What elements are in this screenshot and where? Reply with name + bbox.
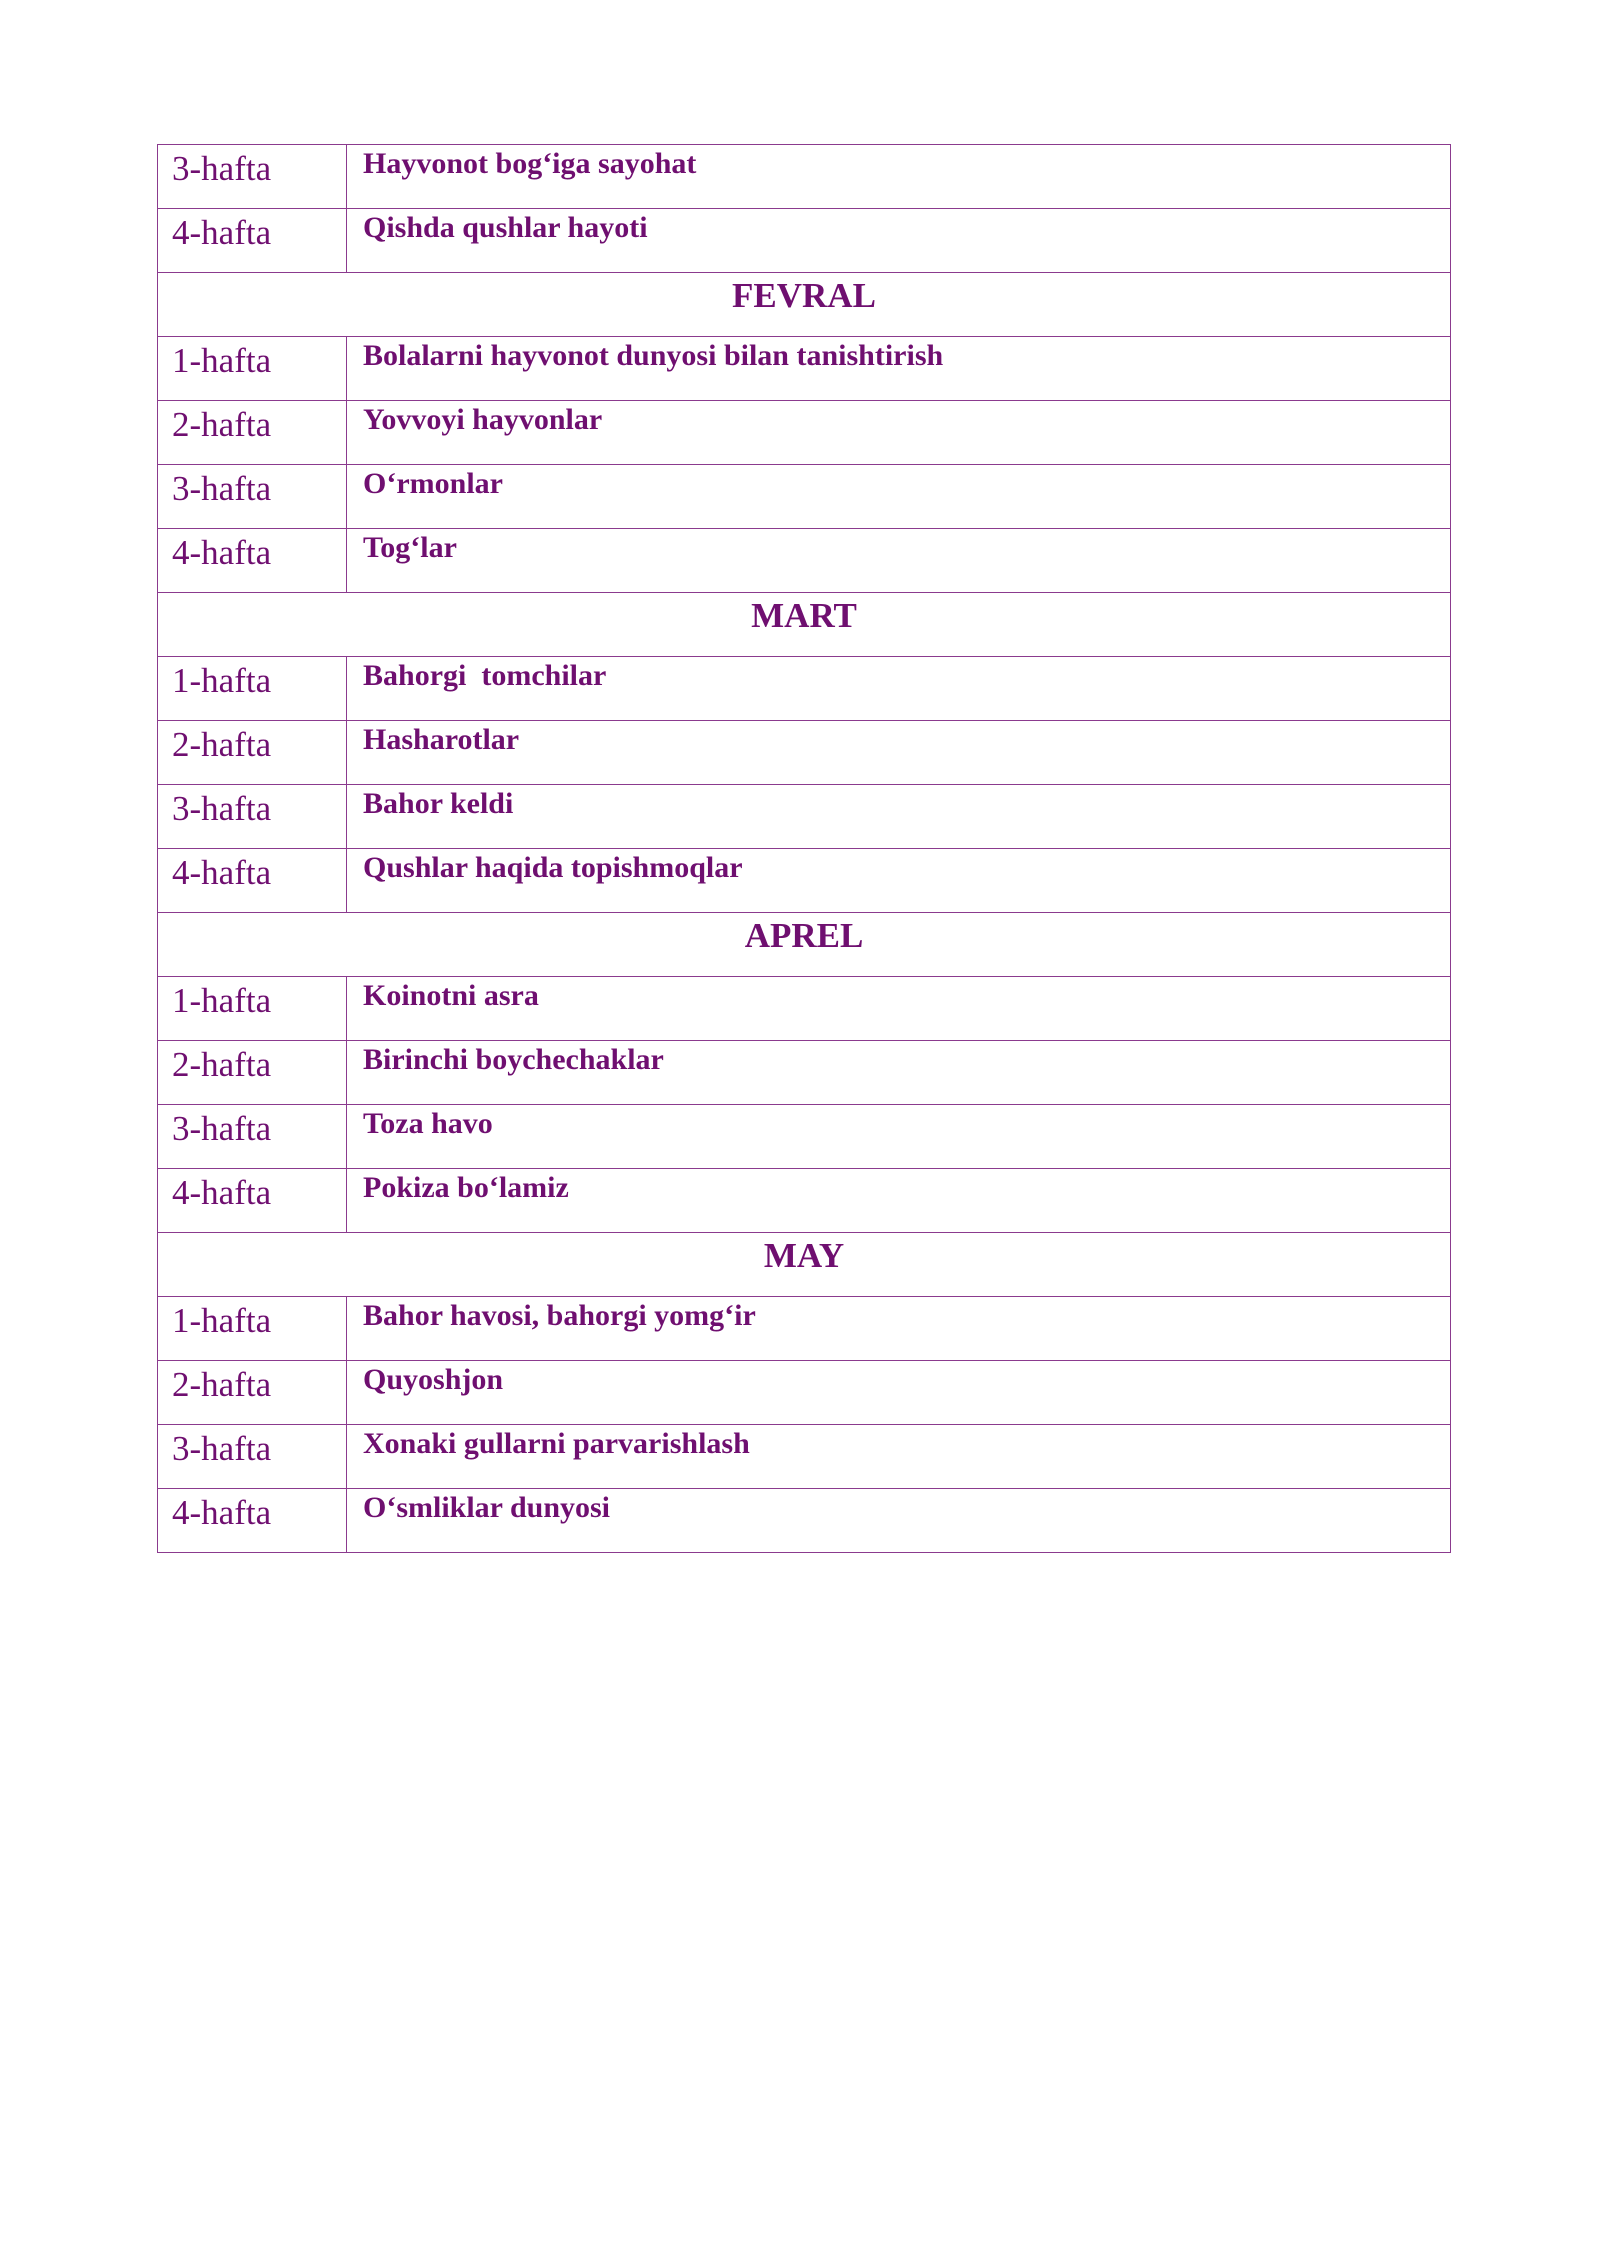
table-row [158,401,1451,465]
week-label: 4-hafta [158,1489,347,1553]
table-row [158,721,1451,785]
week-label: 4-hafta [158,849,347,913]
week-label: 2-hafta [158,1361,347,1425]
week-label: 1-hafta [158,657,347,721]
week-label: 4-hafta [158,529,347,593]
table-row [158,657,1451,721]
weekly-plan-body [158,145,1451,1553]
topic-label: Hasharotlar [347,721,1451,785]
topic-label: Qushlar haqida topishmoqlar [347,849,1451,913]
month-heading: APREL [158,913,1451,977]
table-row [158,209,1451,273]
month-header-row [158,593,1451,657]
table-row [158,785,1451,849]
topic-label: Birinchi boychechaklar [347,1041,1451,1105]
table-row [158,465,1451,529]
topic-label: Quyoshjon [347,1361,1451,1425]
table-row [158,337,1451,401]
topic-label: Koinotni asra [347,977,1451,1041]
month-header-row [158,1233,1451,1297]
week-label: 3-hafta [158,1425,347,1489]
table-row [158,1105,1451,1169]
week-label: 3-hafta [158,785,347,849]
topic-label: Bolalarni hayvonot dunyosi bilan tanishtirish [347,337,1451,401]
month-heading: MART [158,593,1451,657]
topic-label: O‘rmonlar [347,465,1451,529]
week-label: 1-hafta [158,337,347,401]
topic-label: Xonaki gullarni parvarishlash [347,1425,1451,1489]
topic-label: Toza havo [347,1105,1451,1169]
table-row [158,1041,1451,1105]
week-label: 4-hafta [158,209,347,273]
topic-label: Bahor keldi [347,785,1451,849]
table-row [158,1361,1451,1425]
week-label: 3-hafta [158,145,347,209]
month-heading: FEVRAL [158,273,1451,337]
topic-label: Bahor havosi, bahorgi yomg‘ir [347,1297,1451,1361]
week-label: 3-hafta [158,465,347,529]
month-header-row [158,273,1451,337]
table-row [158,977,1451,1041]
table-row [158,1489,1451,1553]
weekly-plan-table [157,144,1451,1553]
table-row [158,849,1451,913]
week-label: 2-hafta [158,721,347,785]
topic-label: Tog‘lar [347,529,1451,593]
week-label: 4-hafta [158,1169,347,1233]
week-label: 2-hafta [158,401,347,465]
table-row [158,145,1451,209]
week-label: 3-hafta [158,1105,347,1169]
week-label: 1-hafta [158,1297,347,1361]
topic-label: Bahorgi tomchilar [347,657,1451,721]
table-row [158,1425,1451,1489]
table-row [158,529,1451,593]
table-row [158,1169,1451,1233]
month-heading: MAY [158,1233,1451,1297]
week-label: 1-hafta [158,977,347,1041]
topic-label: Pokiza bo‘lamiz [347,1169,1451,1233]
month-header-row [158,913,1451,977]
topic-label: O‘smliklar dunyosi [347,1489,1451,1553]
topic-label: Hayvonot bog‘iga sayohat [347,145,1451,209]
topic-label: Qishda qushlar hayoti [347,209,1451,273]
topic-label: Yovvoyi hayvonlar [347,401,1451,465]
table-row [158,1297,1451,1361]
week-label: 2-hafta [158,1041,347,1105]
